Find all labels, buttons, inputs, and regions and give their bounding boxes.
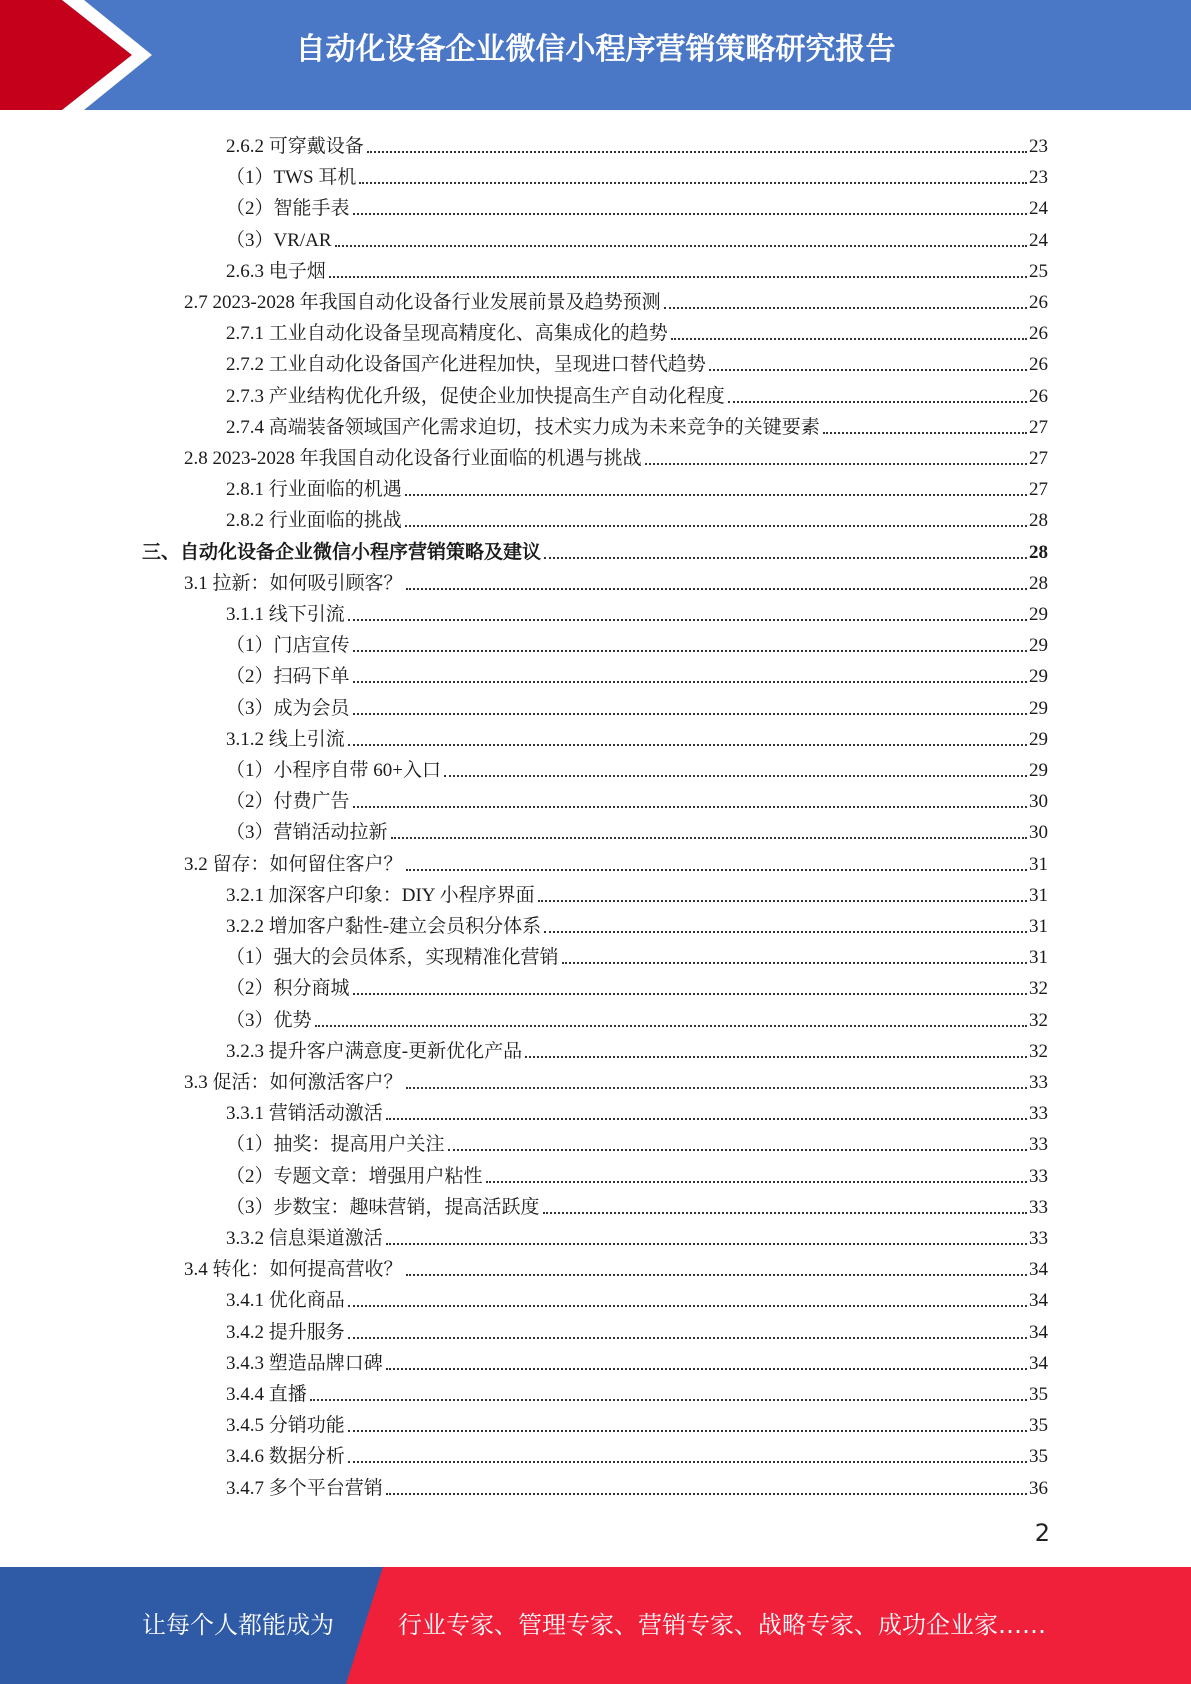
- toc-entry[interactable]: [226, 1189, 1048, 1220]
- toc-entry-label: 3.3.1 营销活动激活: [226, 1103, 383, 1125]
- toc-entry[interactable]: [226, 658, 1048, 689]
- toc-entry[interactable]: [226, 502, 1048, 533]
- toc-entry-page: 35: [1029, 1415, 1048, 1437]
- toc-entry-page: 27: [1029, 448, 1048, 469]
- toc-leader-dots: [406, 1086, 1027, 1089]
- toc-leader-dots: [391, 836, 1027, 839]
- toc-leader-dots: [664, 306, 1027, 309]
- page-number: 2: [1034, 1519, 1050, 1547]
- toc-entry-label: 3.4.5 分销功能: [226, 1415, 345, 1437]
- toc-entry-page: 28: [1029, 510, 1048, 532]
- toc-leader-dots: [728, 400, 1027, 403]
- toc-leader-dots: [348, 1336, 1027, 1339]
- toc-leader-dots: [406, 1273, 1027, 1276]
- page-footer: [0, 1567, 1191, 1684]
- toc-leader-dots: [386, 1242, 1027, 1245]
- toc-leader-dots: [348, 743, 1027, 746]
- toc-leader-dots: [444, 774, 1027, 777]
- toc-leader-dots: [310, 1398, 1027, 1401]
- toc-entry-page: 30: [1029, 822, 1048, 844]
- toc-entry[interactable]: [226, 1438, 1048, 1469]
- toc-leader-dots: [709, 368, 1027, 371]
- toc-entry-label: 3.3 促活：如何激活客户？: [184, 1072, 403, 1093]
- toc-entry-label: （1）强大的会员体系，实现精准化营销: [226, 947, 559, 969]
- toc-entry[interactable]: [226, 190, 1048, 221]
- toc-entry-page: 24: [1029, 198, 1048, 220]
- toc-leader-dots: [406, 587, 1027, 590]
- toc-entry-label: 2.7.3 产业结构优化升级，促使企业加快提高生产自动化程度: [226, 385, 725, 407]
- toc-entry-label: （2）积分商城: [226, 978, 350, 1000]
- toc-entry[interactable]: [226, 1470, 1048, 1501]
- toc-entry-label: （3）优势: [226, 1009, 312, 1031]
- toc-leader-dots: [386, 1492, 1027, 1495]
- toc-entry-label: （3）成为会员: [226, 697, 350, 719]
- toc-entry-label: （3）步数宝：趣味营销，提高活跃度: [226, 1196, 540, 1218]
- toc-entry-page: 34: [1029, 1321, 1048, 1343]
- toc-entry-page: 33: [1029, 1134, 1048, 1156]
- toc-entry-label: （2）付费广告: [226, 791, 350, 813]
- toc-entry-page: 23: [1029, 167, 1048, 189]
- toc-leader-dots: [359, 181, 1027, 184]
- toc-leader-dots: [544, 930, 1027, 933]
- toc-entry-page: 29: [1029, 760, 1048, 781]
- toc-entry[interactable]: [184, 846, 1048, 877]
- toc-entry[interactable]: [226, 908, 1048, 939]
- toc-entry-label: （1）门店宣传: [226, 635, 350, 657]
- toc-entry-label: 2.7.2 工业自动化设备国产化进程加快，呈现进口替代趋势: [226, 354, 706, 376]
- toc-entry[interactable]: [226, 1220, 1048, 1251]
- toc-entry[interactable]: [226, 346, 1048, 377]
- toc-entry-label: 2.6.3 电子烟: [226, 260, 326, 282]
- toc-entry-page: 29: [1029, 666, 1048, 688]
- toc-entry-page: 26: [1029, 385, 1048, 407]
- toc-entry[interactable]: [184, 565, 1048, 596]
- toc-entry-page: 30: [1029, 791, 1048, 813]
- toc-entry-label: （1）小程序自带 60+入口: [226, 760, 441, 781]
- toc-entry-label: （3）营销活动拉新: [226, 822, 388, 844]
- toc-entry[interactable]: [226, 721, 1048, 752]
- toc-entry-page: 32: [1029, 1040, 1048, 1062]
- toc-entry-label: 3.2.2 增加客户黏性-建立会员积分体系: [226, 916, 542, 937]
- toc-leader-dots: [348, 618, 1027, 621]
- document-title: 自动化设备企业微信小程序营销策略研究报告: [295, 32, 896, 67]
- toc-entry[interactable]: [226, 1376, 1048, 1407]
- footer-slogan-left: 让每个人都能成为: [142, 1611, 334, 1639]
- toc-entry-page: 35: [1029, 1384, 1048, 1405]
- toc-leader-dots: [353, 992, 1027, 995]
- toc-entry[interactable]: [226, 253, 1048, 284]
- toc-entry-label: 三、自动化设备企业微信小程序营销策略及建议: [142, 541, 542, 563]
- toc-leader-dots: [671, 337, 1027, 340]
- toc-entry-label: （2）专题文章：增强用户粘性: [226, 1165, 483, 1187]
- toc-entry[interactable]: [184, 440, 1048, 471]
- toc-entry[interactable]: [226, 1158, 1048, 1189]
- toc-entry-page: 32: [1029, 1009, 1048, 1031]
- toc-entry-page: 24: [1029, 229, 1048, 251]
- toc-entry-page: 26: [1029, 323, 1048, 345]
- toc-entry[interactable]: [226, 1126, 1048, 1157]
- toc-leader-dots: [348, 1304, 1027, 1307]
- toc-entry[interactable]: [226, 690, 1048, 721]
- toc-entry-label: 2.6.2 可穿戴设备: [226, 136, 364, 157]
- toc-entry-label: 3.1.1 线下引流: [226, 604, 345, 625]
- toc-entry[interactable]: [226, 378, 1048, 409]
- toc-leader-dots: [538, 899, 1027, 902]
- toc-leader-dots: [315, 1024, 1027, 1027]
- toc-entry[interactable]: [226, 1345, 1048, 1376]
- toc-entry-label: （2）扫码下单: [226, 666, 350, 688]
- toc-entry-page: 34: [1029, 1290, 1048, 1312]
- toc-entry[interactable]: [226, 783, 1048, 814]
- toc-leader-dots: [823, 431, 1027, 434]
- toc-entry[interactable]: [184, 1064, 1048, 1095]
- toc-leader-dots: [406, 868, 1027, 871]
- toc-leader-dots: [329, 275, 1027, 278]
- toc-entry[interactable]: [184, 284, 1048, 315]
- toc-leader-dots: [645, 462, 1027, 465]
- toc-entry-label: 3.4 转化：如何提高营收？: [184, 1259, 403, 1281]
- toc-leader-dots: [353, 212, 1027, 215]
- toc-entry-page: 32: [1029, 978, 1048, 1000]
- toc-entry-label: 3.2 留存：如何留住客户？: [184, 853, 403, 875]
- toc-entry-page: 35: [1029, 1446, 1048, 1468]
- toc-entry[interactable]: [226, 1282, 1048, 1313]
- toc-entry-label: 3.4.6 数据分析: [226, 1446, 345, 1468]
- toc-entry-page: 33: [1029, 1228, 1048, 1249]
- toc-leader-dots: [562, 961, 1027, 964]
- toc-entry[interactable]: [226, 315, 1048, 346]
- toc-entry-page: 28: [1029, 541, 1048, 563]
- toc-entry-page: 31: [1029, 884, 1048, 906]
- toc-entry-page: 28: [1029, 572, 1048, 594]
- toc-entry-label: 3.1.2 线上引流: [226, 728, 345, 750]
- toc-entry[interactable]: [226, 471, 1048, 502]
- toc-entry[interactable]: [142, 534, 1048, 565]
- toc-entry-label: 3.4.7 多个平台营销: [226, 1477, 383, 1499]
- toc-entry-page: 33: [1029, 1196, 1048, 1218]
- toc-leader-dots: [348, 1429, 1027, 1432]
- toc-entry-label: （1）抽奖：提高用户关注: [226, 1134, 445, 1156]
- toc-entry[interactable]: [226, 1407, 1048, 1438]
- toc-entry-label: 2.7.4 高端装备领域国产化需求迫切，技术实力成为未来竞争的关键要素: [226, 416, 820, 438]
- toc-entry[interactable]: [226, 1033, 1048, 1064]
- toc-entry[interactable]: [226, 596, 1048, 627]
- toc-entry[interactable]: [226, 128, 1048, 159]
- toc-entry-page: 27: [1029, 479, 1048, 501]
- toc-entry-label: （3）VR/AR: [226, 229, 332, 251]
- toc-entry-page: 34: [1029, 1259, 1048, 1281]
- toc-entry[interactable]: [226, 1314, 1048, 1345]
- toc-leader-dots: [348, 1460, 1027, 1463]
- toc-entry-label: （1）TWS 耳机: [226, 167, 357, 189]
- toc-leader-dots: [386, 1117, 1027, 1120]
- toc-entry-page: 34: [1029, 1352, 1048, 1374]
- toc-entry[interactable]: [226, 970, 1048, 1001]
- toc-entry-page: 31: [1029, 947, 1048, 969]
- toc-entry-page: 36: [1029, 1477, 1048, 1499]
- toc-leader-dots: [405, 524, 1027, 527]
- toc-entry-label: 2.8.1 行业面临的机遇: [226, 479, 402, 501]
- toc-entry-label: 3.4.2 提升服务: [226, 1321, 345, 1343]
- toc-entry[interactable]: [226, 159, 1048, 190]
- toc-entry-label: 2.8.2 行业面临的挑战: [226, 510, 402, 532]
- toc-entry-label: 3.2.3 提升客户满意度-更新优化产品: [226, 1040, 523, 1062]
- toc-leader-dots: [353, 680, 1027, 683]
- toc-leader-dots: [486, 1180, 1027, 1183]
- toc-entry[interactable]: [184, 1251, 1048, 1282]
- toc-entry-label: 3.4.3 塑造品牌口碑: [226, 1352, 383, 1374]
- toc-leader-dots: [335, 244, 1027, 247]
- toc-entry-page: 33: [1029, 1072, 1048, 1093]
- toc-entry-page: 23: [1029, 136, 1048, 157]
- toc-leader-dots: [353, 649, 1027, 652]
- toc-entry[interactable]: [226, 409, 1048, 440]
- toc-leader-dots: [544, 556, 1027, 559]
- toc-entry[interactable]: [226, 752, 1048, 783]
- toc-entry-page: 27: [1029, 416, 1048, 438]
- toc-leader-dots: [448, 1148, 1027, 1151]
- toc-leader-dots: [367, 150, 1027, 153]
- toc-entry-page: 31: [1029, 853, 1048, 875]
- toc-entry-page: 26: [1029, 354, 1048, 376]
- toc-leader-dots: [405, 493, 1027, 496]
- toc-entry[interactable]: [226, 1002, 1048, 1033]
- toc-entry[interactable]: [226, 222, 1048, 253]
- toc-leader-dots: [543, 1211, 1027, 1214]
- footer-slogan-right: 行业专家、管理专家、营销专家、战略专家、成功企业家……: [398, 1611, 1046, 1639]
- toc-entry-label: 2.7.1 工业自动化设备呈现高精度化、高集成化的趋势: [226, 323, 668, 345]
- toc-entry[interactable]: [226, 814, 1048, 845]
- toc-entry[interactable]: [226, 627, 1048, 658]
- toc-leader-dots: [386, 1367, 1027, 1370]
- toc-entry[interactable]: [226, 1095, 1048, 1126]
- toc-entry-label: 3.1 拉新：如何吸引顾客？: [184, 572, 403, 594]
- toc-entry-label: 3.3.2 信息渠道激活: [226, 1228, 383, 1249]
- toc-entry-page: 29: [1029, 728, 1048, 750]
- toc-entry-label: 3.4.4 直播: [226, 1384, 307, 1405]
- toc-leader-dots: [353, 712, 1027, 715]
- toc-leader-dots: [525, 1055, 1027, 1058]
- toc-entry[interactable]: [226, 939, 1048, 970]
- page-header: [0, 0, 1191, 110]
- toc-entry-page: 29: [1029, 697, 1048, 719]
- toc-entry-label: （2）智能手表: [226, 198, 350, 220]
- toc-entry-page: 29: [1029, 635, 1048, 657]
- toc-entry-page: 33: [1029, 1103, 1048, 1125]
- toc-entry-label: 3.2.1 加深客户印象：DIY 小程序界面: [226, 884, 535, 906]
- toc-entry-label: 2.7 2023-2028 年我国自动化设备行业发展前景及趋势预测: [184, 292, 661, 313]
- toc-leader-dots: [353, 805, 1027, 808]
- toc-entry-page: 29: [1029, 604, 1048, 625]
- toc-entry[interactable]: [226, 877, 1048, 908]
- toc-entry-label: 2.8 2023-2028 年我国自动化设备行业面临的机遇与挑战: [184, 448, 642, 469]
- toc-entry-page: 26: [1029, 292, 1048, 313]
- toc-entry-page: 25: [1029, 260, 1048, 282]
- toc-entry-page: 31: [1029, 916, 1048, 937]
- toc-entry-page: 33: [1029, 1165, 1048, 1187]
- toc-entry-label: 3.4.1 优化商品: [226, 1290, 345, 1312]
